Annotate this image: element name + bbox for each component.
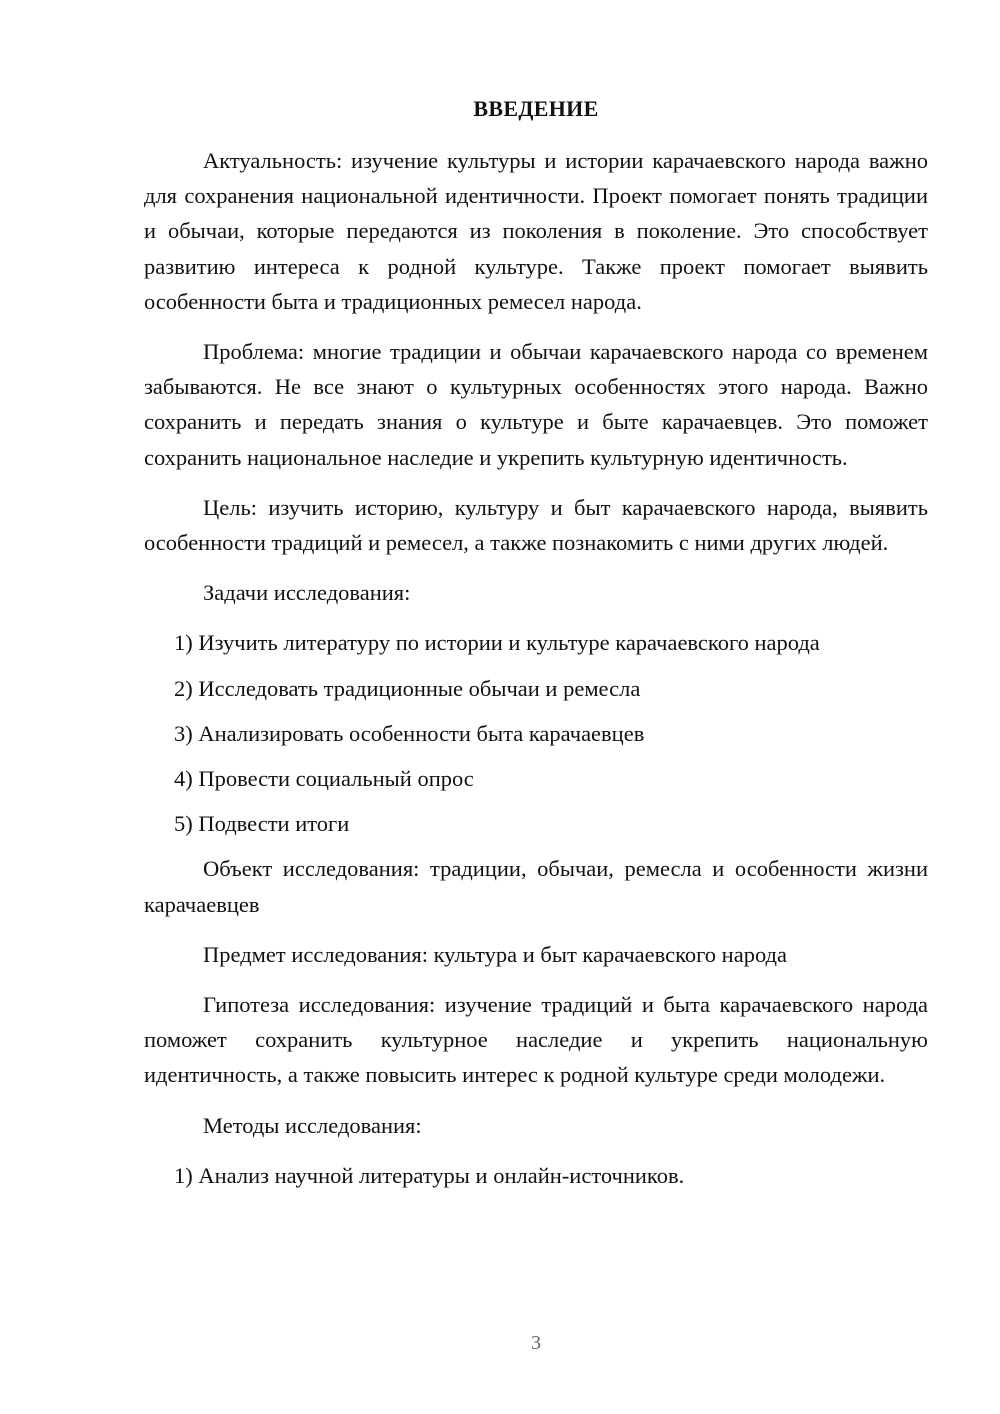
page-number: 3 [531, 1332, 541, 1354]
problem-paragraph: Проблема: многие традиции и обычаи карачаевского народа со временем забываются. Не все знают о культурных особенностях этого народа. Важно сохранить и передать знания о культуре и быте карачаевцев. Это поможет сохранить национальное наследие и укрепить культурную идентичность. [144, 339, 928, 470]
hypothesis-paragraph: Гипотеза исследования: изучение традиций и быта карачаевского народа поможет сохранить культурное наследие и укрепить национальную идентичность, а также повысить интерес к родной культуре среди молодежи. [144, 992, 928, 1088]
subject-paragraph: Предмет исследования: культура и быт карачаевского народа [203, 941, 787, 967]
list-item: 5) Подвести итоги [174, 811, 350, 837]
object-paragraph: Объект исследования: традиции, обычаи, ремесла и особенности жизни карачаевцев [144, 856, 928, 917]
list-item: 4) Провести социальный опрос [174, 766, 474, 792]
relevance-paragraph: Актуальность: изучение культуры и истории карачаевского народа важно для сохранения национальной идентичности. Проект помогает понять традиции и обычаи, которые передаются из поколения в поколение. Это способствует развитию интереса к родной культуре. Также проект помогает выявить особенности быта и традиционных ремесел народа. [144, 148, 928, 314]
list-item: 2) Исследовать традиционные обычаи и ремесла [174, 675, 641, 701]
list-item: 1) Изучить литературу по истории и культуре карачаевского народа [174, 630, 820, 656]
tasks-heading: Задачи исследования: [203, 580, 411, 606]
methods-list [144, 1158, 928, 1193]
methods-heading: Методы исследования: [203, 1112, 422, 1138]
goal-paragraph: Цель: изучить историю, культуру и быт карачаевского народа, выявить особенности традиций и ремесел, а также познакомить с ними других людей. [144, 494, 928, 556]
list-item: 1) Анализ научной литературы и онлайн-источников. [174, 1162, 685, 1188]
tasks-list [144, 625, 928, 841]
page-title: ВВЕДЕНИЕ [473, 96, 599, 121]
document-body [144, 143, 928, 1203]
list-item: 3) Анализировать особенности быта карачаевцев [174, 720, 645, 746]
